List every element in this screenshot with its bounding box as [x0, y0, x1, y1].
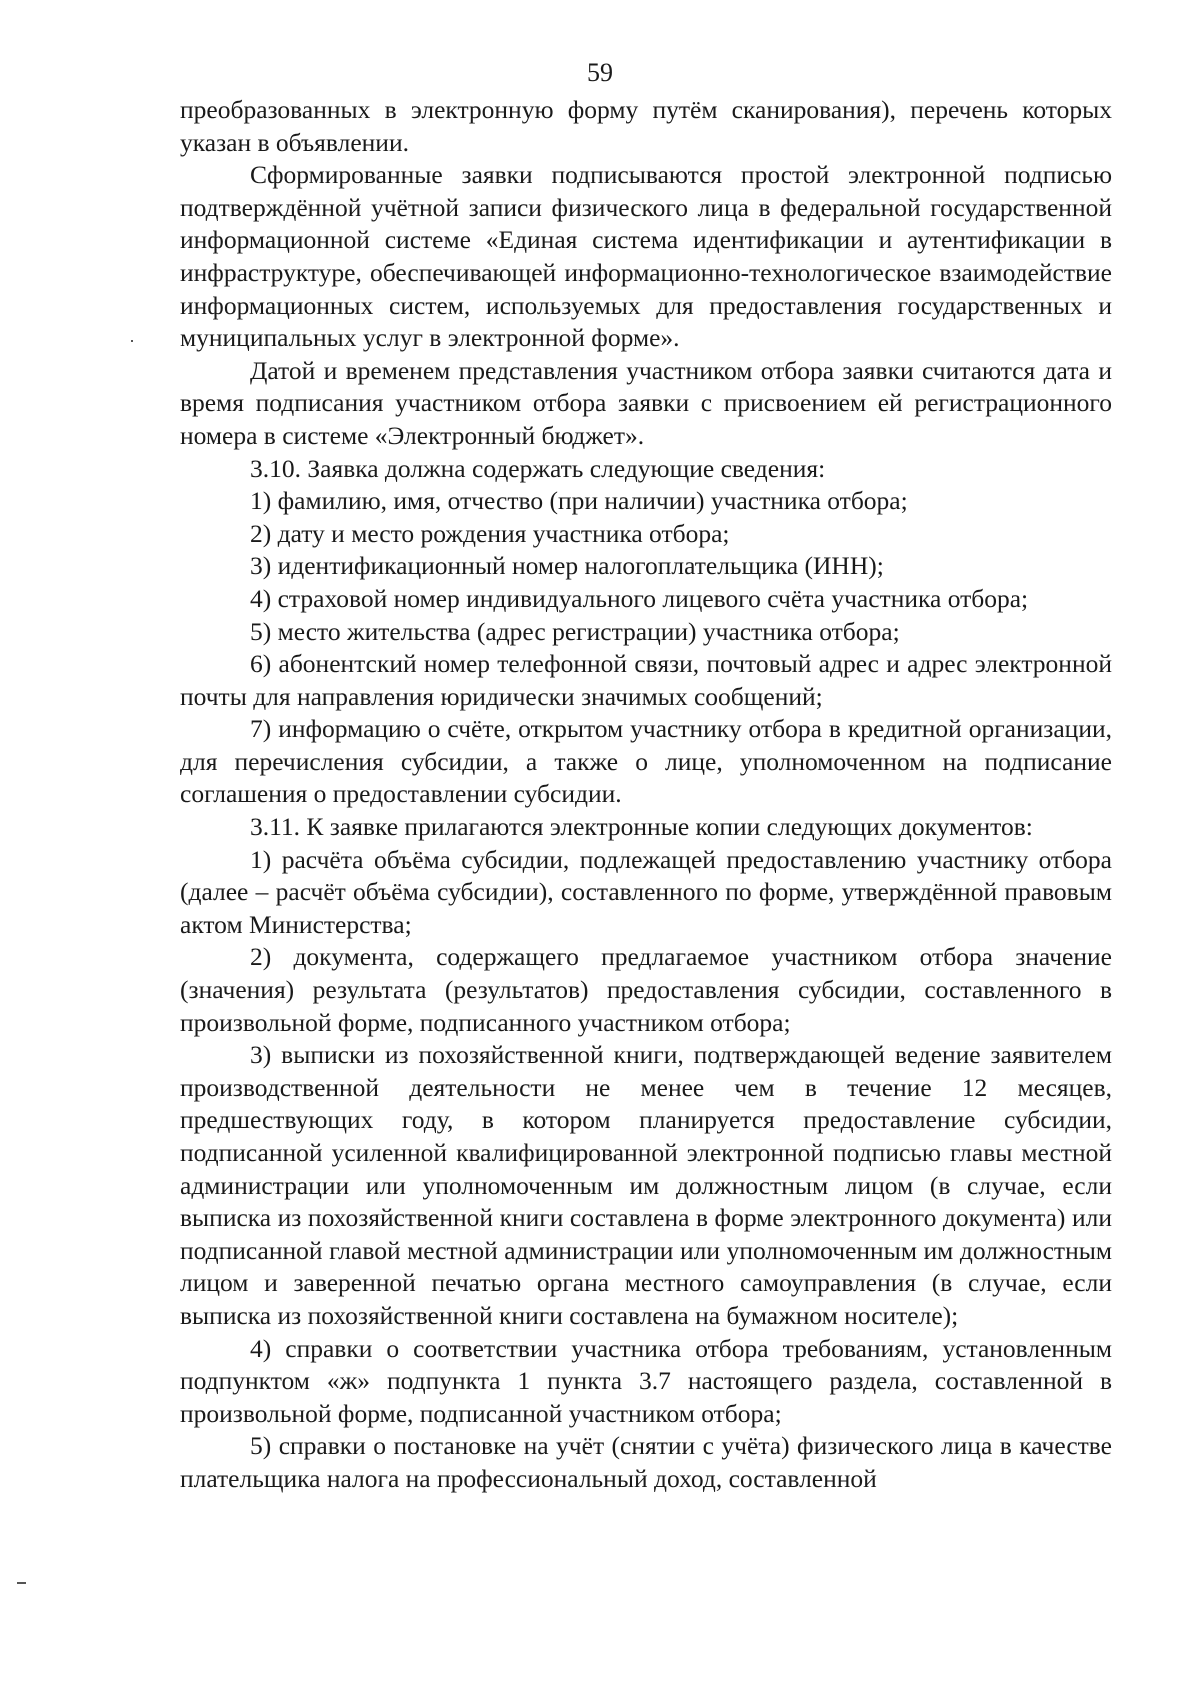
list-item: 6) абонентский номер телефонной связи, почтовый адрес и адрес электронной почты для направления юридически значимых сообщений;	[180, 649, 1112, 711]
list-item: 3) выписки из похозяйственной книги, подтверждающей ведение заявителем производственной деятельности не менее чем в течение 12 месяцев, предшествующих году, в котором планируется предоставление субсидии, подписанной усиленной квалифицированной электронной подписью главы местной администрации или уполномоченным им должностным лицом (в случае, если выписка из похозяйственной книги составлена в форме электронного документа) или подписанной главой местной администрации или уполномоченным им должностным лицом и заверенной печатью органа местного самоуправления (в случае, если выписка из похозяйственной книги составлена на бумажном носителе);	[180, 1040, 1112, 1330]
list-item: 2) документа, содержащего предлагаемое участником отбора значение (значения) результата (результатов) предоставления субсидии, составленного в произвольной форме, подписанного участником отбора;	[180, 942, 1112, 1037]
list-item: 2) дату и место рождения участника отбора;	[250, 518, 730, 548]
list-item: 5) место жительства (адрес регистрации) участника отбора;	[250, 616, 900, 646]
list-item: 4) справки о соответствии участника отбора требованиям, установленным подпунктом «ж» подпункта 1 пункта 3.7 настоящего раздела, составленной в произвольной форме, подписанной участником отбора;	[180, 1333, 1112, 1428]
list-item: 4) страховой номер индивидуального лицевого счёта участника отбора;	[250, 583, 1029, 613]
clause-3-11-heading: 3.11. К заявке прилагаются электронные копии следующих документов:	[250, 812, 1033, 842]
list-item: 1) расчёта объёма субсидии, подлежащей предоставлению участнику отбора (далее – расчёт объёма субсидии), составленного по форме, утверждённой правовым актом Министерства;	[180, 844, 1112, 939]
paragraph-continuation: преобразованных в электронную форму путём сканирования), перечень которых указан в объявлении.	[180, 95, 1112, 157]
scan-speck	[131, 340, 133, 342]
paragraph-submission-date: Датой и временем представления участником отбора заявки считаются дата и время подписания участником отбора заявки с присвоением ей регистрационного номера в системе «Электронный бюджет».	[180, 355, 1112, 450]
clause-3-10-heading: 3.10. Заявка должна содержать следующие сведения:	[250, 453, 826, 483]
paragraph-signature: Сформированные заявки подписываются простой электронной подписью подтверждённой учётной записи физического лица в федеральной государственной информационной системе «Единая система идентификации и аутентификации в инфраструктуре, обеспечивающей информационно-технологическое взаимодействие информационных систем, используемых для предоставления государственных и муниципальных услуг в электронной форме».	[180, 160, 1112, 353]
list-item: 5) справки о постановке на учёт (снятии с учёта) физического лица в качестве плательщика налога на профессиональный доход, составленной	[180, 1431, 1112, 1493]
scan-speck	[17, 1582, 26, 1584]
list-item: 7) информацию о счёте, открытом участнику отбора в кредитной организации, для перечисления субсидии, а также о лице, уполномоченном на подписание соглашения о предоставлении субсидии.	[180, 714, 1112, 809]
document-body	[180, 94, 1112, 1496]
list-item: 1) фамилию, имя, отчество (при наличии) участника отбора;	[250, 486, 908, 516]
page-number: 59	[587, 58, 613, 87]
list-item: 3) идентификационный номер налогоплательщика (ИНН);	[250, 551, 884, 581]
